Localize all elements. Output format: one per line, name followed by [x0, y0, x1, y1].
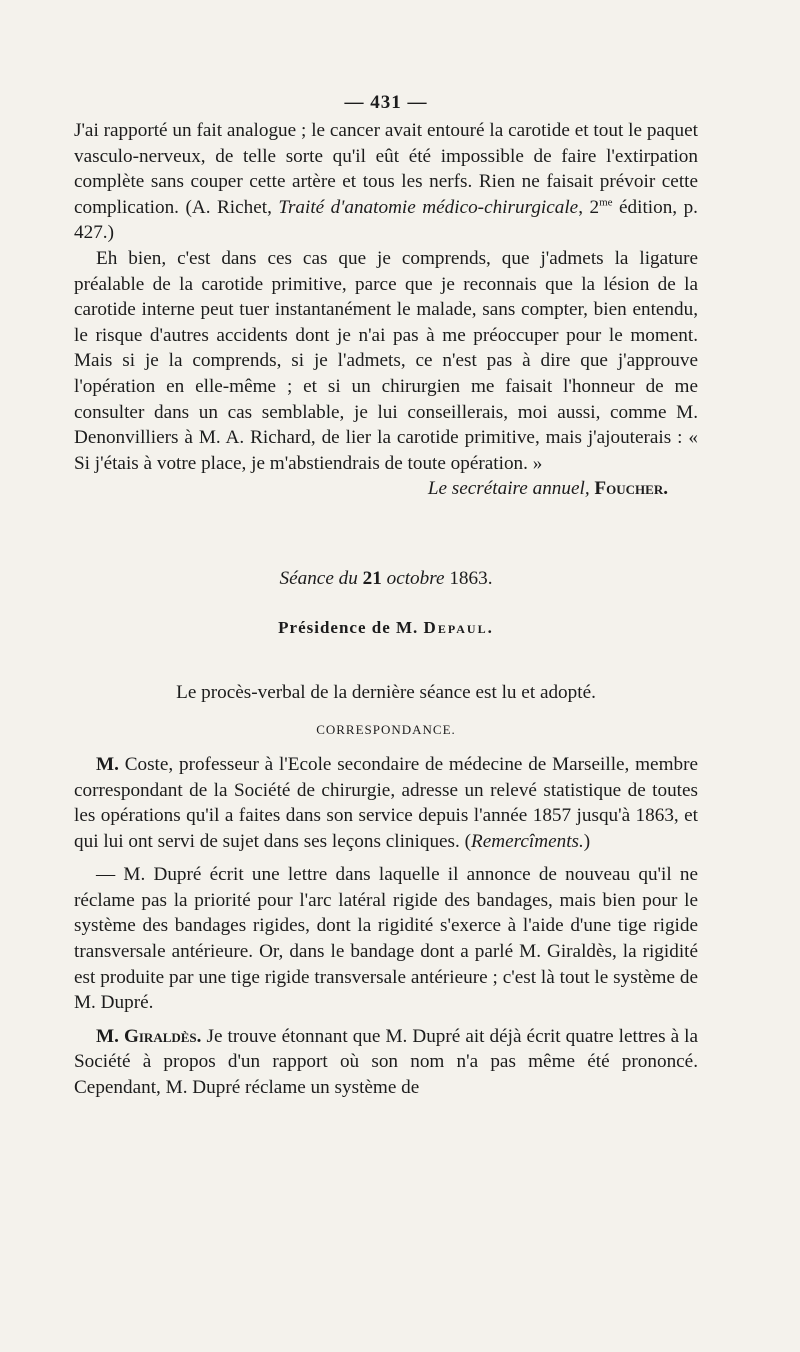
proces-verbal-line: Le procès-verbal de la dernière séance est lu et adopté. [176, 681, 596, 703]
document-page [74, 92, 698, 1101]
book-title: Traité d'anatomie médico-chirurgicale [278, 196, 579, 218]
paragraph-ligature: Eh bien, c'est dans ces cas que je comprends, que j'admets la ligature préalable de la carotide primitive, parce que je reconnais que la lésion de la carotide interne peut tuer instantanément le malade, sans compter, bien entendu, le risque d'autres accidents dont je n'ai pas à me préoccuper pour le moment. Mais si je la comprends, si je l'admets, ce n'est pas à dire que j'approuve l'opération en elle-même ; et si un chirurgien me faisait l'honneur de me consulter dans un cas semblable, je lui conseillerais, moi aussi, comme M. Denonvilliers à M. A. Richard, de lier la carotide primitive, mais j'ajouterais : « Si j'étais à votre place, je m'abstiendrais de toute opération. » [74, 247, 698, 474]
presidence-heading: Présidence de M. Depaul. [278, 617, 494, 637]
paragraph-giraldes: M. Giraldès. Je trouve étonnant que M. Dupré ait déjà écrit quatre lettres à la Société à propos d'un rapport où son nom n'a pas même été prononcé. Cependant, M. Dupré réclame un système de [74, 1025, 698, 1099]
paragraph-coste: M. Coste, professeur à l'Ecole secondaire de médecine de Marseille, membre correspondant de la Société de chirurgie, adresse un relevé statistique de toutes les opérations qu'il a faites dans son service depuis l'année 1857 jusqu'à 1863, et qui lui ont servi de sujet dans ses leçons cliniques. (Remercîments.) [74, 753, 698, 852]
paragraph-dupre: — M. Dupré écrit une lettre dans laquelle il annonce de nouveau qu'il ne réclame pas la priorité pour l'arc latéral rigide des bandages, mais bien pour le système des bandages rigides, dont la rigidité s'exerce à l'aide d'une tige rigide transversale antérieure. Or, dans le bandage dont a parlé M. Giraldès, la rigidité est produite par une tige rigide transversale antérieure ; c'est là tout le système de M. Dupré. [74, 864, 698, 1014]
signature-role: Le secrétaire annuel, [427, 478, 590, 500]
session-heading: Séance du 21 octobre 1863. [279, 567, 493, 589]
signature [74, 476, 698, 502]
correspondance-heading: CORRESPONDANCE. [316, 721, 456, 737]
page-number: — 431 — [344, 92, 428, 113]
signature-name: Foucher. [594, 478, 668, 500]
paragraph-richet-citation: J'ai rapporté un fait analogue ; le cancer avait entouré la carotide et tout le paquet vasculo-nerveux, de telle sorte qu'il eût été impossible de faire l'extirpation complète sans couper cette artère et tous les nerfs. Rien ne faisait prévoir cette complication. (A. Richet, Traité d'anatomie médico-chirurgicale, $2^{me}$ édition, p. 427.) [74, 120, 698, 244]
